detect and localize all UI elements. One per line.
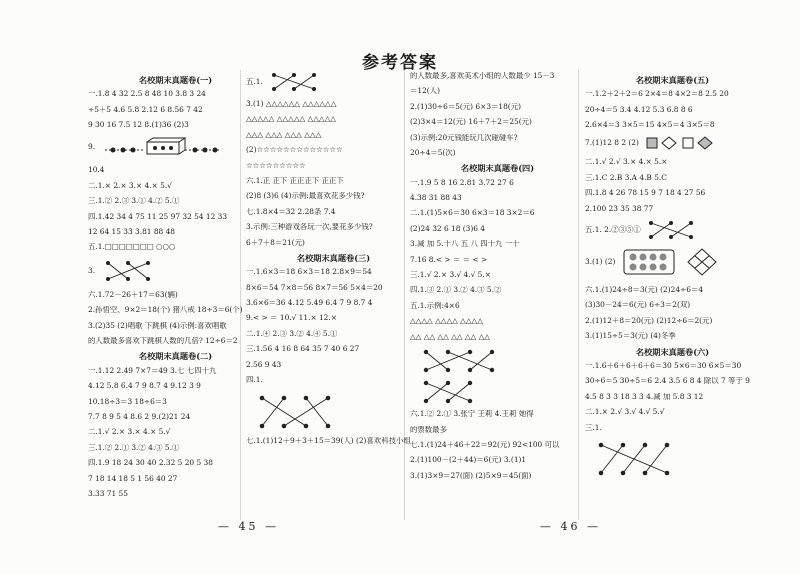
- answer-line: 五.1.□□□□□□□ ○○○: [88, 243, 176, 251]
- section-heading: 名校期末真题卷(四): [460, 163, 535, 174]
- answer-column-4: [585, 72, 760, 484]
- answer-line: 7.7 8 9 5 4 8.6 2 9.(2)21 24: [88, 412, 191, 421]
- answer-line: 30÷6＝5 30÷5＝6 2.4 3.5 6 8 4 除以 7 等于 9: [585, 377, 750, 385]
- cube-beads-figure: [103, 136, 223, 158]
- answer-line: 六.1.72－26＋17＝63(辆): [88, 290, 178, 299]
- answer-line: 六.1.② 2.① 3.张宁 王莉 4.王莉 她得: [410, 410, 534, 418]
- answer-line: 的人数最多,喜欢美术小组的人数最少 15－3: [410, 72, 555, 80]
- answer-line: 3.(1)15÷5＝3(元) (4)冬季: [585, 332, 676, 340]
- answer-line: 五.1.: [246, 72, 421, 92]
- answer-line: (2)☆☆☆☆☆☆☆☆☆☆☆☆☆: [246, 146, 343, 154]
- answer-line: 3.示例:三种游戏各玩一次,要花多少钱?: [246, 223, 373, 231]
- answer-line: 七.1.8×4＝32 2.28条 7.4: [246, 207, 336, 216]
- answer-line: 6＋7＋8＝21(元): [246, 238, 305, 247]
- page-number: — 45 —: [218, 520, 279, 533]
- answer-line: (2)8 (3)6 (4)示例:最喜欢花多少钱?: [246, 192, 365, 200]
- answer-line: 3.(1)3×9＝27(面) (2)5×9＝45(面): [410, 471, 532, 480]
- answer-line: 4.38 31 88 43: [410, 194, 462, 202]
- answer-line: 的人数最多喜欢下跳棋人数的几倍? 12÷6＝2: [88, 337, 238, 345]
- answer-line: 五.1. 2.②③⑤①: [585, 220, 760, 240]
- matching-lines-figure: [256, 392, 346, 432]
- answer-line: 20÷4＝5 3.4 4.12 5.3 6.8 8 6: [585, 105, 693, 114]
- answer-line: 2.(1)30÷6＝5(元) 6×3＝18(元): [410, 102, 521, 111]
- answer-line: 3.减 加 5.十八 五 八 四十九 一十: [410, 240, 520, 248]
- answer-line: 8×6＝54 7×8＝56 8×7＝56 5×4＝20: [246, 283, 383, 292]
- page-title: 参考答案: [362, 53, 438, 73]
- answer-line: 一.1.6＋6＋6＋6＋6＝30 5×6＝30 6×5＝30: [585, 361, 742, 370]
- answer-line: 六.1.正 正下 正正正下 正正下: [246, 177, 344, 185]
- answer-line: 三.1.: [585, 423, 602, 431]
- answer-line: 四.1.9 18 24 30 40 2.32 5 20 5 38: [88, 459, 213, 467]
- matching-lines-figure: [269, 72, 329, 92]
- answer-line: 二.1.× 2.√ 3.√ 4.√ 5.√: [585, 408, 665, 416]
- answer-line: 3.33 71 55: [88, 489, 128, 498]
- answer-line: 二.1.× 2.× 3.× 4.× 5.√: [88, 181, 172, 190]
- answer-line: 七.1.(1)24＋46＋22＝92(元) 92<100 可以: [410, 440, 560, 449]
- answer-line: (3)30－24＝6(元) 6÷3＝2(双): [585, 301, 691, 309]
- answer-line: (2)24 32 6 18 (3)6 4: [410, 224, 486, 233]
- answer-line: 二.1.√ 2.√ 3.× 4.× 5.×: [585, 158, 668, 166]
- answer-line: 7 18 14 18 5 1 56 40 27: [88, 474, 178, 482]
- answer-line: 10.18÷3＝3 18÷6＝3: [88, 397, 167, 405]
- answer-line: △△△ △△△ △△△ △△△: [246, 130, 322, 139]
- answer-line: 9.: [88, 136, 263, 158]
- section-heading: 名校期末真题卷(三): [296, 253, 371, 264]
- answer-line: 2.56 9 43: [246, 360, 282, 369]
- answer-line: △△ △△ △△ △△ △△ △△: [410, 332, 490, 341]
- answer-line: 一.1.12 2.49 7×7＝49 3.七 七四十九: [88, 366, 217, 375]
- answer-line: 20÷4＝5(次): [410, 149, 456, 157]
- answer-line: 7.(1)12 8 2 (2): [585, 136, 760, 150]
- shapes-figure: [645, 136, 715, 150]
- section-heading: 名校期末真题卷(六): [635, 346, 710, 357]
- answer-line: 2.6×4＝3 3×5＝15 4×5＝4 3×5＝8: [585, 121, 715, 129]
- answer-line: 3.6×6＝36 4.12 5.49 6.4 7 9 8.7 4: [246, 299, 373, 307]
- answer-line: 二.1.√ 2.× 3.× 4.× 5.√: [88, 428, 171, 436]
- answer-line: 3.(1) △△△△△△ △△△△△△: [246, 100, 337, 108]
- answer-line: 2.(1)100－(2＋44)＝6(元) 3.(1)1: [410, 456, 527, 464]
- answer-line: 五.1.示例:4×6: [410, 301, 460, 310]
- answer-line: 9.< > ＝ 10.√ 11.× 12.×: [246, 314, 337, 322]
- answer-line: 一.1.2＋2＋2＝6 2×4＝8 4×2＝8 2.5 20: [585, 90, 729, 98]
- matching-lines-figure: [595, 439, 685, 479]
- answer-line: 一.1.9 5 8 16 2.81 3.72 27 6: [410, 178, 514, 187]
- answer-line: 12 64 15 33 3.81 88 48: [88, 228, 175, 236]
- answer-column-2: [246, 72, 421, 452]
- section-heading: 名校期末真题卷(二): [138, 351, 213, 362]
- answer-line: 七.1.(1)12＋9＋3＋15＝39(人) (2)喜欢科技小组: [246, 436, 411, 444]
- answer-line: 四.1.8 4 26 78 15 9 7 18 4 27 56: [585, 189, 706, 197]
- answer-line: 4.5 8 3 3 18 3 3 4.减 加 5.8 3 12: [585, 392, 704, 401]
- answer-line: 的票数最多: [410, 425, 447, 433]
- matching-lines-figure: [420, 379, 510, 405]
- page-number: — 46 —: [540, 520, 601, 533]
- answer-line: ÷5＋5 4.6 5.8 2.12 6 8.56 7 42: [88, 105, 203, 114]
- answer-line: (3)示例:20元钱能玩几次碰碰车?: [410, 133, 518, 142]
- answer-line: △△△△△ △△△△△ △△△△△: [246, 115, 336, 123]
- answer-line: 二.1.(1)5×6＝30 6×3＝18 3×2＝6: [410, 209, 535, 217]
- answer-line: 三.1.② 2.③ 3.① 4.② 5.①: [88, 197, 180, 205]
- answer-line: 四.1.: [246, 376, 263, 384]
- answer-line: 4.12 5.8 6.4 7 9 8.7 4 9.12 3 9: [88, 382, 201, 390]
- answer-line: 2.100 23 35 38 77: [585, 204, 654, 213]
- answer-line: 一.1.6×3＝18 6×3＝18 2.8×9＝54: [246, 268, 372, 276]
- answer-line: 二.1.④ 2.③ 3.② 4.④ 5.①: [246, 329, 338, 338]
- answer-line: 三.1.√ 2.× 3.√ 4.√ 5.×: [410, 271, 491, 279]
- answer-line: (2)3×4＝12(元) 16＋7＋2＝25(元): [410, 118, 532, 126]
- answer-line: ＝12(人): [410, 87, 440, 95]
- section-heading: 名校期末真题卷(五): [635, 75, 710, 85]
- answer-line: 2.(1)12＋8＝20(元) (2)12÷6＝2(元): [585, 316, 713, 325]
- answer-line: △△△△ △△△△ △△△△: [410, 317, 483, 325]
- matching-lines-figure: [103, 259, 163, 283]
- answer-line: 三.1.② 2.① 3.② 4.③ 5.①: [88, 443, 180, 452]
- answer-line: 9 30 16 7.5 12 8.(1)36 (2)3: [88, 121, 189, 129]
- answer-line: 2.孙悟空、9×2＝18(个) 猪八戒 18÷3＝6(个): [88, 306, 243, 314]
- answer-line: 三.1.C 2.B 3.A 4.B 5.C: [585, 173, 667, 182]
- answer-line: 一.1.8 4 32 2.5 8 48 10 3.8 3 24: [88, 90, 206, 98]
- answer-line: 3.: [88, 259, 263, 283]
- answer-line: 10.4: [88, 166, 105, 174]
- answer-line: 四.1.42 34 4 75 11 25 97 32 54 12 33: [88, 212, 228, 221]
- matching-lines-figure: [647, 220, 697, 240]
- answer-line: ☆☆☆☆☆☆☆☆☆: [246, 161, 306, 170]
- answer-line: 3.(1) (2): [585, 248, 760, 278]
- answer-line: 四.1.③ 2.① 3.② 4.③ 5.②: [410, 286, 502, 294]
- answer-line: 7.16 8.< > ＝ ＝ < >: [410, 255, 488, 264]
- answer-line: 三.1.56 4 16 8 64 35 7 40 6 27: [246, 345, 360, 353]
- matching-lines-figure: [420, 348, 510, 374]
- section-heading: 名校期末真题卷(一): [138, 75, 213, 85]
- answer-column-3: [410, 72, 585, 487]
- answer-line: 3.(2)35 (2)唱歌 下跳棋 (4)示例:喜欢唱歌: [88, 321, 227, 330]
- dots-shapes-figure: [622, 248, 722, 276]
- answer-column-1: [88, 72, 263, 505]
- answer-line: 六.1.(1)24÷8＝3(元) (2)24÷6＝4: [585, 286, 704, 294]
